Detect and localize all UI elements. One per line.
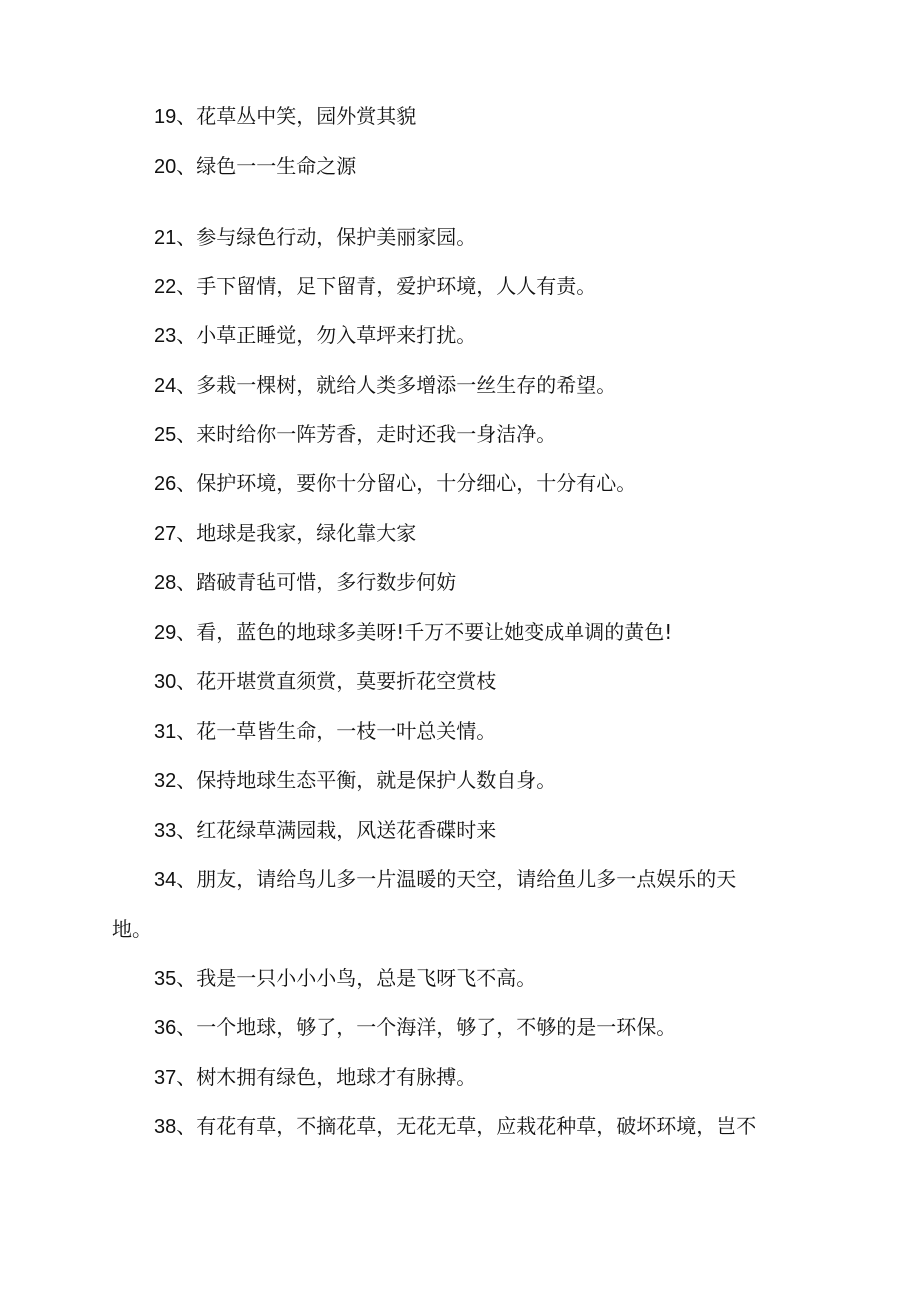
item-text: 、朋友，请给鸟儿多一片温暖的天空，请给鱼儿多一点娱乐的天 bbox=[176, 867, 737, 891]
item-number: 22 bbox=[154, 276, 177, 298]
item-text: 、有花有草，不摘花草，无花无草，应栽花种草，破坏环境，岂不 bbox=[176, 1114, 757, 1138]
item-text: 、红花绿草满园栽，风送花香碟时来 bbox=[176, 818, 497, 842]
list-item bbox=[0, 1064, 920, 1091]
item-number: 24 bbox=[154, 375, 177, 397]
item-number: 36 bbox=[154, 1017, 177, 1039]
list-item bbox=[0, 322, 920, 349]
list-item bbox=[0, 965, 920, 992]
item-text: 、手下留情，足下留青，爱护环境，人人有责。 bbox=[176, 274, 597, 298]
item-number: 19 bbox=[154, 106, 177, 128]
list-item-continuation bbox=[0, 916, 920, 943]
item-number: 27 bbox=[154, 523, 177, 545]
list-item bbox=[0, 1014, 920, 1041]
item-text: 地。 bbox=[112, 917, 152, 941]
item-number: 20 bbox=[154, 156, 177, 178]
item-number: 32 bbox=[154, 770, 177, 792]
item-text: 、踏破青毡可惜，多行数步何妨 bbox=[176, 570, 457, 594]
item-text: 、一个地球，够了，一个海洋，够了，不够的是一环保。 bbox=[176, 1015, 677, 1039]
item-number: 35 bbox=[154, 968, 177, 990]
list-item bbox=[0, 372, 920, 399]
item-text: 、花开堪赏直须赏，莫要折花空赏枝 bbox=[176, 669, 497, 693]
item-number: 38 bbox=[154, 1116, 177, 1138]
item-number: 37 bbox=[154, 1067, 177, 1089]
list-item bbox=[0, 103, 920, 130]
item-text: 、绿色一一生命之源 bbox=[176, 154, 357, 178]
item-text: 、保持地球生态平衡，就是保护人数自身。 bbox=[176, 768, 557, 792]
list-item bbox=[0, 767, 920, 794]
item-number: 23 bbox=[154, 325, 177, 347]
item-number: 26 bbox=[154, 473, 177, 495]
item-number: 25 bbox=[154, 424, 177, 446]
item-number: 21 bbox=[154, 227, 177, 249]
list-item bbox=[0, 817, 920, 844]
item-text: 、小草正睡觉，勿入草坪来打扰。 bbox=[176, 323, 477, 347]
item-number: 31 bbox=[154, 721, 177, 743]
item-number: 30 bbox=[154, 671, 177, 693]
list-item bbox=[0, 1113, 920, 1140]
list-item bbox=[0, 470, 920, 497]
item-text: 、地球是我家，绿化靠大家 bbox=[176, 521, 417, 545]
item-text: 、花一草皆生命，一枝一叶总关情。 bbox=[176, 719, 497, 743]
item-text: 、来时给你一阵芳香，走时还我一身洁净。 bbox=[176, 422, 557, 446]
list-item bbox=[0, 619, 920, 646]
list-item bbox=[0, 569, 920, 596]
item-text: 、我是一只小小小鸟，总是飞呀飞不高。 bbox=[176, 966, 537, 990]
list-item bbox=[0, 866, 920, 893]
list-item bbox=[0, 153, 920, 180]
item-number: 34 bbox=[154, 869, 177, 891]
item-text: 、花草丛中笑，园外赏其貌 bbox=[176, 104, 417, 128]
item-text: 、参与绿色行动，保护美丽家园。 bbox=[176, 225, 477, 249]
item-text: 、多栽一棵树，就给人类多增添一丝生存的希望。 bbox=[176, 373, 617, 397]
item-number: 33 bbox=[154, 820, 177, 842]
item-number: 29 bbox=[154, 622, 177, 644]
list-item bbox=[0, 668, 920, 695]
list-item bbox=[0, 421, 920, 448]
item-text: 、树木拥有绿色，地球才有脉搏。 bbox=[176, 1065, 477, 1089]
list-item bbox=[0, 224, 920, 251]
list-item bbox=[0, 273, 920, 300]
item-text: 、看，蓝色的地球多美呀!千万不要让她变成单调的黄色! bbox=[176, 620, 673, 644]
list-item bbox=[0, 718, 920, 745]
item-text: 、保护环境，要你十分留心，十分细心，十分有心。 bbox=[176, 471, 637, 495]
item-number: 28 bbox=[154, 572, 177, 594]
list-item bbox=[0, 520, 920, 547]
